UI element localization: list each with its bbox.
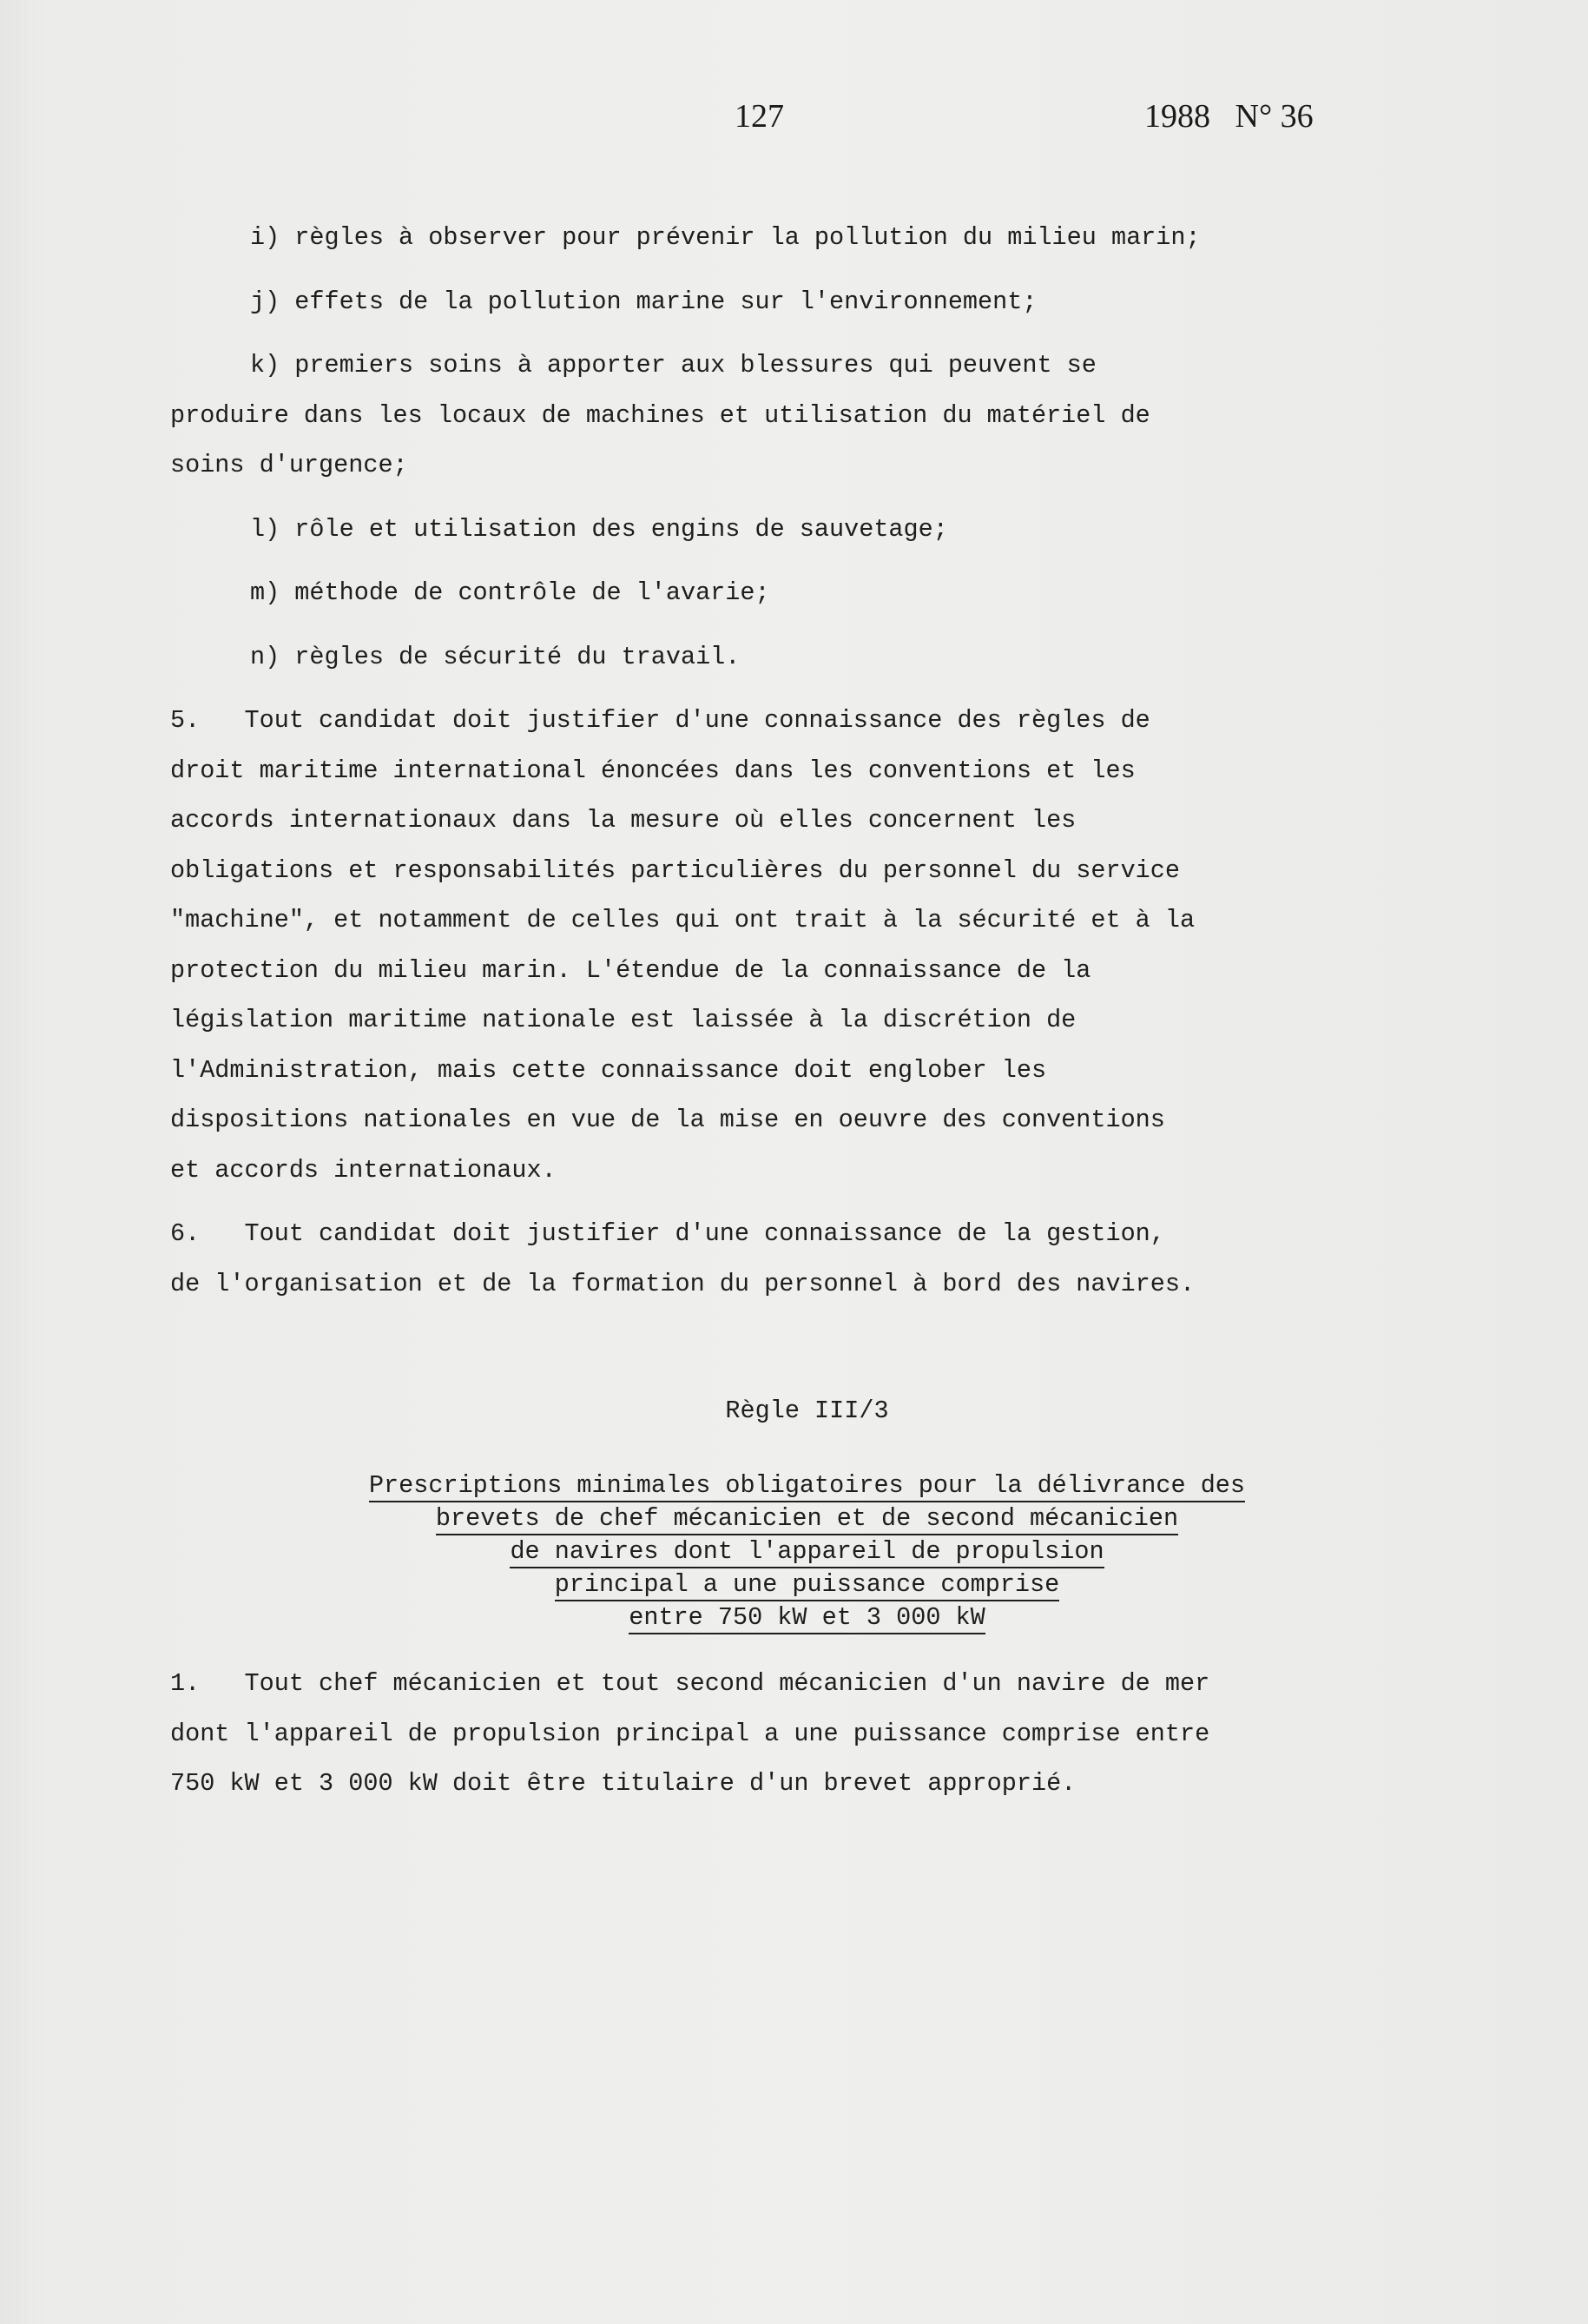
text-line: et accords internationaux.	[170, 1155, 557, 1185]
rule-heading	[0, 1469, 1588, 1634]
text-line: l'Administration, mais cette connaissance doit englober les	[170, 1055, 1047, 1085]
list-item-j	[170, 277, 1264, 327]
body-text	[170, 213, 1264, 1323]
journal-year-number: 1988 N° 36	[1144, 98, 1314, 135]
text-line: de l'organisation et de la formation du personnel à bord des navires.	[170, 1269, 1196, 1298]
list-item-l	[170, 505, 1264, 555]
text-line: n) règles de sécurité du travail.	[250, 642, 741, 671]
text-line: dispositions nationales en vue de la mise en oeuvre des conventions	[170, 1106, 1165, 1134]
page-number: 127	[735, 98, 784, 135]
text-line: législation maritime nationale est laissée à la discrétion de	[170, 1006, 1077, 1034]
list-item-i	[170, 213, 1264, 263]
text-line: 1. Tout chef mécanicien et tout second mécanicien d'un navire de mer	[170, 1669, 1210, 1698]
rule-heading-line: principal a une puissance comprise	[555, 1570, 1060, 1601]
text-line: 6. Tout candidat doit justifier d'une connaissance de la gestion,	[170, 1219, 1165, 1248]
rule-heading-line: brevets de chef mécanicien et de second mécanicien	[436, 1504, 1178, 1535]
paragraph-1	[170, 1659, 1299, 1809]
paragraph-6	[170, 1209, 1264, 1309]
text-line: i) règles à observer pour prévenir la pollution du milieu marin;	[250, 223, 1201, 252]
list-item-k	[170, 340, 1264, 491]
text-line: soins d'urgence;	[170, 451, 408, 479]
text-line: j) effets de la pollution marine sur l'environnement;	[250, 287, 1038, 316]
list-item-n	[170, 632, 1264, 683]
list-item-m	[170, 568, 1264, 618]
rule-heading-line: Prescriptions minimales obligatoires pour la délivrance des	[369, 1471, 1245, 1502]
page-header	[0, 97, 1588, 149]
text-line: "machine", et notamment de celles qui ont trait à la sécurité et à la	[170, 906, 1196, 934]
text-line: obligations et responsabilités particulières du personnel du service	[170, 855, 1180, 885]
text-line: protection du milieu marin. L'étendue de la connaissance de la	[170, 955, 1091, 985]
rule-heading-line: de navires dont l'appareil de propulsion	[510, 1537, 1104, 1568]
text-line: 5. Tout candidat doit justifier d'une connaissance des règles de	[170, 706, 1150, 735]
text-line: accords internationaux dans la mesure où elles concernent les	[170, 806, 1077, 835]
text-line: dont l'appareil de propulsion principal a une puissance comprise entre	[170, 1719, 1210, 1748]
paragraph-5	[170, 696, 1264, 1195]
rule-title: Règle III/3	[725, 1396, 889, 1425]
text-line: 750 kW et 3 000 kW doit être titulaire d'un brevet approprié.	[170, 1769, 1077, 1798]
text-line: m) méthode de contrôle de l'avarie;	[250, 578, 770, 607]
text-line: droit maritime international énoncées dans les conventions et les	[170, 756, 1136, 785]
text-line: l) rôle et utilisation des engins de sauvetage;	[250, 514, 948, 544]
text-line: produire dans les locaux de machines et utilisation du matériel de	[170, 400, 1150, 430]
text-line: k) premiers soins à apporter aux blessures qui peuvent se	[250, 351, 1097, 380]
rule-heading-line: entre 750 kW et 3 000 kW	[629, 1603, 985, 1634]
